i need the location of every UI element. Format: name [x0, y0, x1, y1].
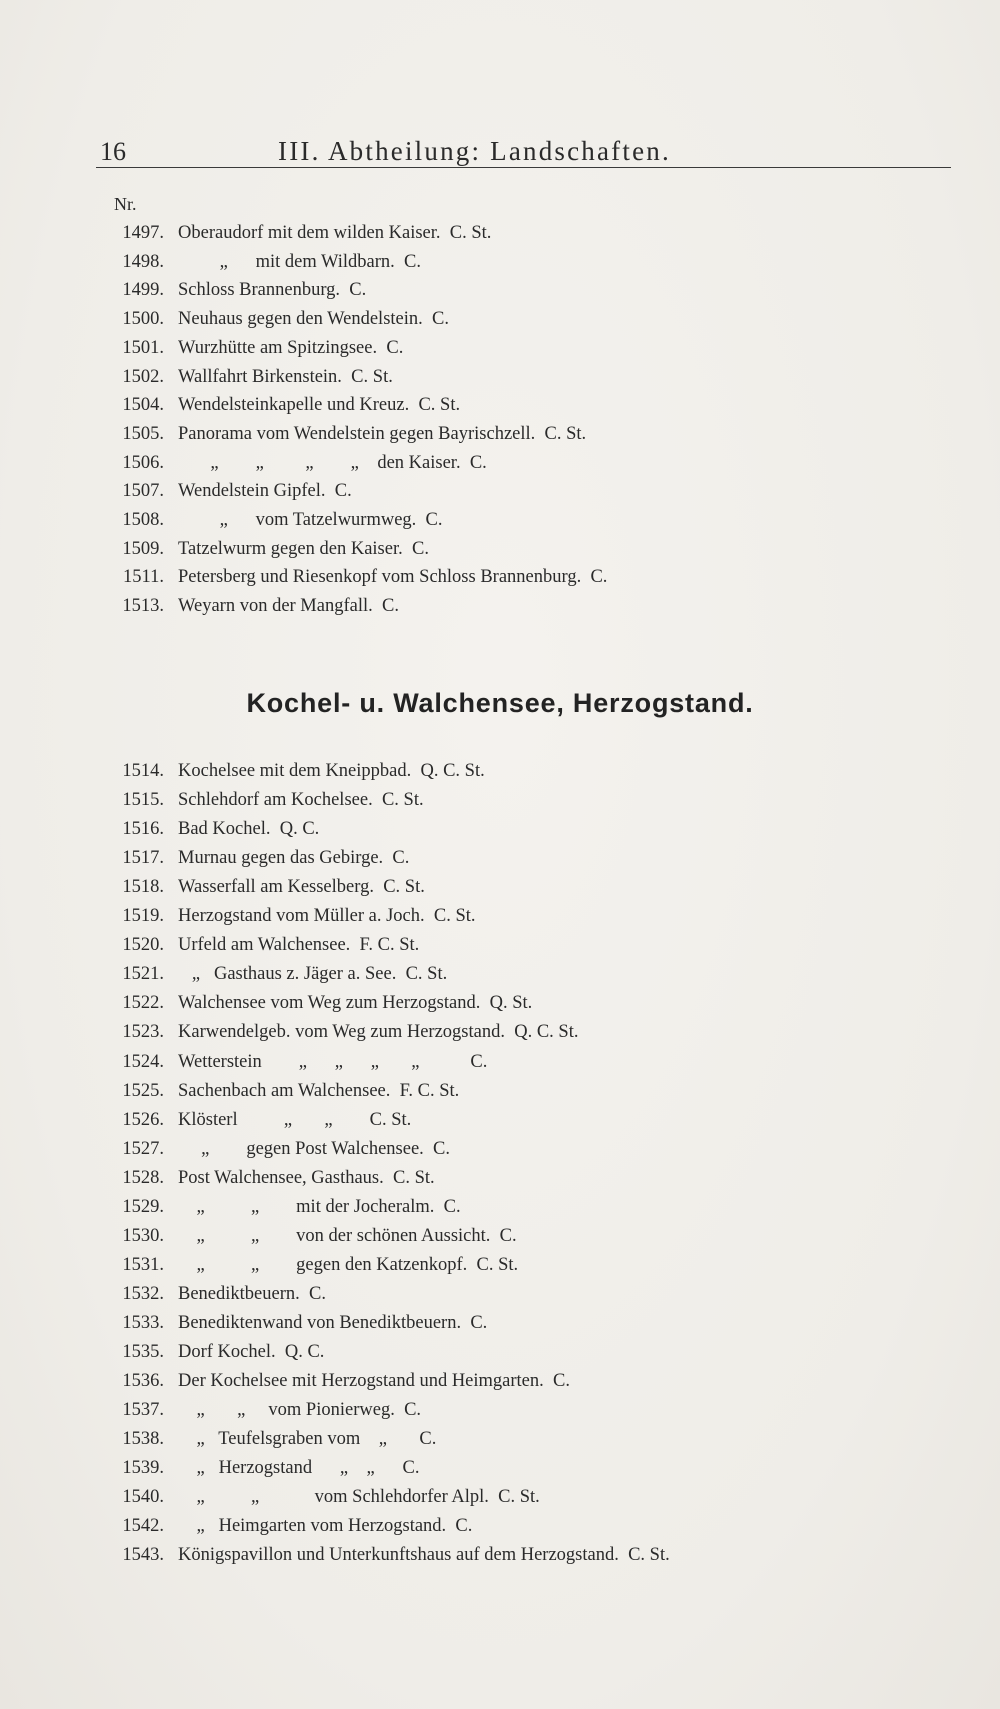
entry-title: Benediktbeuern. C. [178, 1283, 326, 1304]
list-item [0, 563, 1000, 591]
entry-number: 1521. [122, 964, 164, 985]
list-item [0, 1222, 1000, 1250]
entry-title: „ Teufelsgraben vom „ C. [178, 1429, 437, 1450]
entry-number: 1509. [122, 538, 164, 559]
list-item [0, 1338, 1000, 1366]
entry-title: Walchensee vom Weg zum Herzogstand. Q. St. [178, 993, 533, 1014]
entry-title: Wendelstein Gipfel. C. [178, 481, 352, 502]
entry-title: Herzogstand vom Müller a. Joch. C. St. [178, 906, 476, 927]
entry-title: Kochelsee mit dem Kneippbad. Q. C. St. [178, 761, 485, 781]
entry-number: 1518. [122, 877, 164, 898]
entry-number: 1506. [122, 452, 164, 473]
list-item [0, 449, 1000, 477]
entry-number: 1536. [122, 1371, 164, 1392]
entry-title: Schloss Brannenburg. C. [178, 280, 367, 301]
entry-title: Wurzhütte am Spitzingsee. C. [178, 337, 404, 358]
entry-number: 1498. [122, 251, 164, 272]
entry-number: 1516. [122, 819, 164, 840]
list-item [0, 1048, 1000, 1076]
list-item [0, 873, 1000, 901]
entry-title: „ mit dem Wildbarn. C. [178, 251, 421, 272]
list-item [0, 1454, 1000, 1482]
entry-number: 1530. [122, 1225, 164, 1246]
list-item [0, 334, 1000, 362]
entry-number: 1511. [123, 567, 164, 588]
entry-number: 1514. [122, 761, 164, 781]
entry-title: „ Herzogstand „ „ C. [178, 1458, 420, 1479]
entry-number: 1517. [122, 848, 164, 869]
entry-number: 1504. [122, 395, 164, 416]
entry-number: 1542. [122, 1516, 164, 1537]
list-item [0, 1396, 1000, 1424]
entry-number: 1499. [122, 280, 164, 301]
entry-number: 1543. [122, 1545, 164, 1566]
entry-title: Der Kochelsee mit Herzogstand und Heimgarten. C. [178, 1371, 570, 1392]
list-item [0, 960, 1000, 988]
list-item [0, 535, 1000, 563]
entry-number: 1538. [122, 1429, 164, 1450]
entry-number: 1526. [122, 1109, 164, 1130]
list-item [0, 592, 1000, 620]
list-item [0, 1251, 1000, 1279]
entry-number: 1523. [122, 1022, 164, 1043]
page-header [96, 133, 951, 168]
list-item [0, 248, 1000, 276]
entry-title: Wallfahrt Birkenstein. C. St. [178, 366, 393, 387]
entry-title: Wendelsteinkapelle und Kreuz. C. St. [178, 395, 461, 416]
entry-number: 1519. [122, 906, 164, 927]
list-item [0, 391, 1000, 419]
list-item [0, 786, 1000, 814]
entry-number: 1505. [122, 423, 164, 444]
entry-number: 1533. [122, 1312, 164, 1333]
entry-title: „ „ mit der Jocheralm. C. [178, 1196, 461, 1217]
entry-number: 1532. [122, 1283, 164, 1304]
list-item [0, 219, 1000, 247]
entry-number: 1535. [122, 1342, 164, 1362]
entry-title: „ vom Tatzelwurmweg. C. [178, 510, 443, 530]
list-item [0, 1483, 1000, 1511]
entry-title: Panorama vom Wendelstein gegen Bayrischzell. C. St. [178, 423, 587, 444]
list-item [0, 363, 1000, 391]
list-item [0, 989, 1000, 1017]
entry-number: 1507. [122, 481, 164, 502]
entry-number: 1539. [122, 1458, 164, 1479]
list-item [0, 931, 1000, 959]
entry-number: 1502. [122, 366, 164, 387]
entry-title: Klösterl „ „ C. St. [178, 1109, 412, 1130]
entry-title: Schlehdorf am Kochelsee. C. St. [178, 790, 424, 811]
list-item [0, 477, 1000, 505]
section-heading: Kochel- u. Walchensee, Herzogstand. [246, 688, 754, 718]
page-number: 16 [100, 137, 126, 166]
list-item [0, 844, 1000, 872]
entry-title: Neuhaus gegen den Wendelstein. C. [178, 309, 449, 330]
entry-title: „ gegen Post Walchensee. C. [178, 1138, 451, 1159]
entry-title: Urfeld am Walchensee. F. C. St. [178, 935, 420, 956]
number-column-label: Nr. [114, 194, 137, 214]
entry-number: 1540. [122, 1487, 164, 1508]
list-item [0, 1018, 1000, 1046]
entry-number: 1522. [122, 993, 164, 1014]
entry-title: Sachenbach am Walchensee. F. C. St. [178, 1080, 460, 1101]
entry-number: 1497. [122, 223, 164, 243]
entry-title: „ „ von der schönen Aussicht. C. [178, 1225, 517, 1246]
entry-title: Weyarn von der Mangfall. C. [178, 596, 399, 617]
entry-title: Wasserfall am Kesselberg. C. St. [178, 877, 425, 898]
entry-number: 1524. [122, 1051, 164, 1072]
list-item [0, 757, 1000, 785]
entry-number: 1515. [122, 790, 164, 811]
list-item [0, 1077, 1000, 1105]
entry-number: 1525. [122, 1080, 164, 1101]
entry-number: 1527. [122, 1138, 164, 1159]
list-item [0, 1135, 1000, 1163]
list-item [0, 1367, 1000, 1395]
list-item [0, 305, 1000, 333]
list-item [0, 1309, 1000, 1337]
entry-title: Petersberg und Riesenkopf vom Schloss Brannenburg. C. [178, 567, 608, 588]
list-item [0, 815, 1000, 843]
entry-title: „ Gasthaus z. Jäger a. See. C. St. [178, 964, 448, 985]
list-item [0, 1106, 1000, 1134]
list-item [0, 1512, 1000, 1540]
entry-number: 1500. [122, 309, 164, 330]
list-item [0, 1193, 1000, 1221]
entry-title: „ „ vom Schlehdorfer Alpl. C. St. [178, 1487, 540, 1508]
entry-title: Wetterstein „ „ „ „ C. [178, 1051, 488, 1072]
list-item [0, 420, 1000, 448]
entry-number: 1537. [122, 1400, 164, 1421]
entry-number: 1528. [122, 1167, 164, 1188]
entry-title: Oberaudorf mit dem wilden Kaiser. C. St. [178, 223, 492, 243]
entry-title: „ „ „ „ den Kaiser. C. [178, 452, 487, 473]
entry-title: „ „ gegen den Katzenkopf. C. St. [178, 1254, 519, 1275]
entry-number: 1508. [122, 510, 164, 530]
list-item [0, 1164, 1000, 1192]
list-item [0, 1541, 1000, 1569]
entry-title: Tatzelwurm gegen den Kaiser. C. [178, 538, 429, 559]
entry-title: Murnau gegen das Gebirge. C. [178, 848, 410, 869]
entry-title: Karwendelgeb. vom Weg zum Herzogstand. Q. C. St. [178, 1022, 579, 1043]
entry-title: „ Heimgarten vom Herzogstand. C. [178, 1516, 473, 1537]
entry-number: 1501. [122, 337, 164, 358]
entry-title: Königspavillon und Unterkunftshaus auf dem Herzogstand. C. St. [178, 1545, 670, 1566]
running-title: III. Abtheilung: Landschaften. [278, 136, 671, 166]
list-item [0, 1280, 1000, 1308]
entry-title: Post Walchensee, Gasthaus. C. St. [178, 1167, 435, 1188]
list-item [0, 902, 1000, 930]
entry-title: Benediktenwand von Benediktbeuern. C. [178, 1312, 488, 1333]
entry-title: Dorf Kochel. Q. C. [178, 1342, 325, 1362]
list-item [0, 276, 1000, 304]
list-item [0, 506, 1000, 534]
entry-number: 1520. [122, 935, 164, 956]
entry-number: 1529. [122, 1196, 164, 1217]
entry-title: Bad Kochel. Q. C. [178, 819, 320, 840]
entry-number: 1531. [122, 1254, 164, 1275]
entry-number: 1513. [122, 596, 164, 617]
entry-title: „ „ vom Pionierweg. C. [178, 1400, 422, 1421]
list-item [0, 1425, 1000, 1453]
